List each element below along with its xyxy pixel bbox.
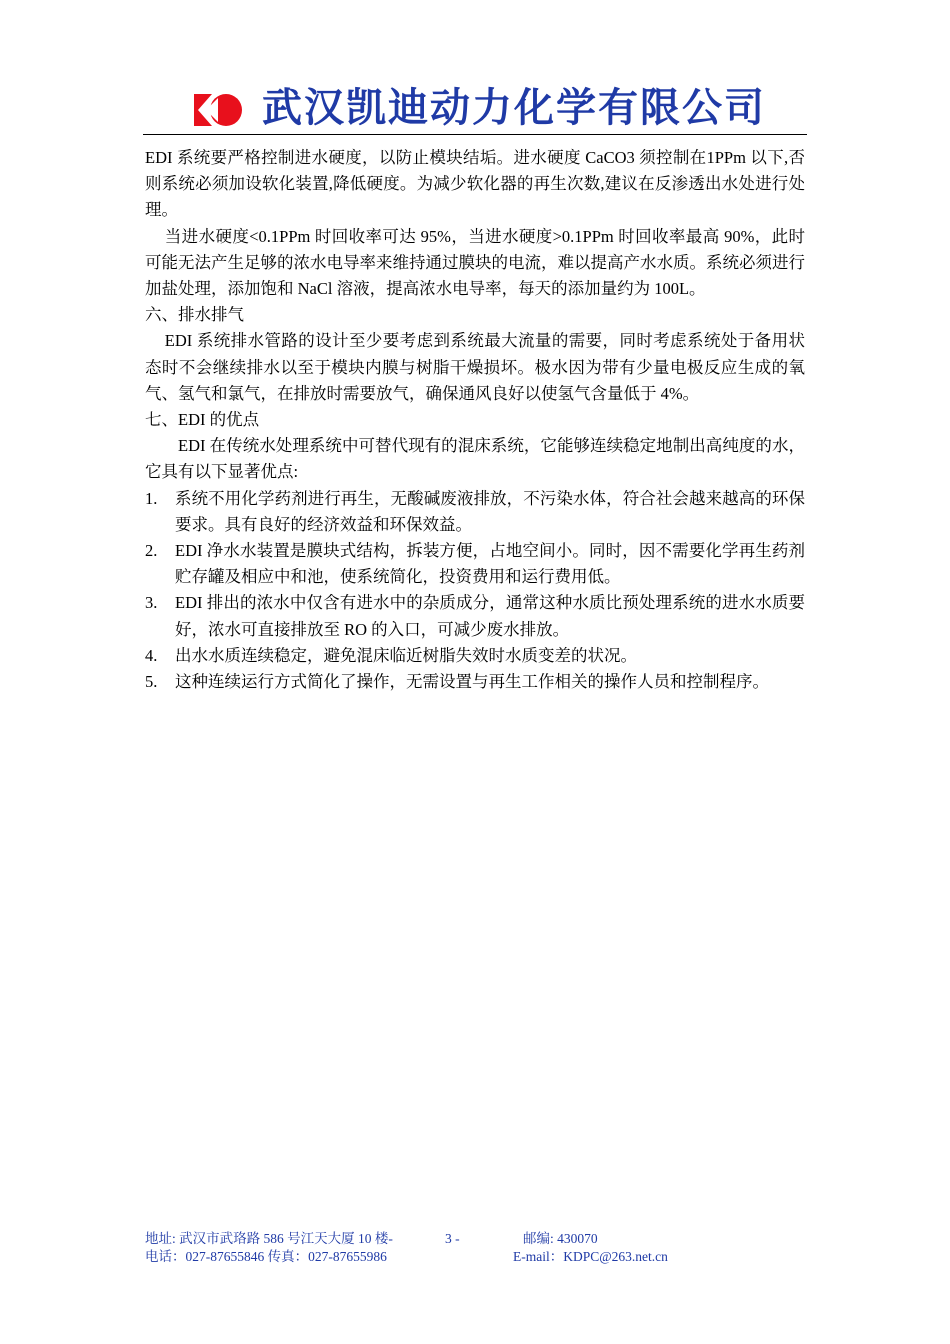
page-footer bbox=[145, 1230, 805, 1266]
company-name: 武汉凯迪动力化学有限公司 bbox=[262, 85, 766, 131]
advantages-list bbox=[145, 486, 805, 696]
footer-email: E-mail：KDPC@263.net.cn bbox=[513, 1249, 668, 1264]
paragraph-advantages-intro: EDI 在传统水处理系统中可替代现有的混床系统，它能够连续稳定地制出高纯度的水，它具有以下显著优点: bbox=[145, 436, 805, 482]
paragraph-hardness-control: EDI 系统要严格控制进水硬度，以防止模块结垢。进水硬度 CaCO3 须控制在1PPm 以下,否则系统必须加设软化装置,降低硬度。为减少软化器的再生次数,建议在反渗透出水处进行处理。 bbox=[145, 148, 805, 220]
list-item bbox=[145, 643, 805, 669]
section-heading-advantages: 七、EDI 的优点 bbox=[145, 410, 260, 430]
list-item bbox=[145, 590, 805, 642]
footer-address: 地址: 武汉市武珞路 586 号江天大厦 10 楼- bbox=[145, 1231, 393, 1246]
list-item-number: 3. bbox=[145, 593, 158, 613]
list-item bbox=[145, 538, 805, 590]
list-item bbox=[145, 669, 805, 695]
list-item-text: EDI 排出的浓水中仅含有进水中的杂质成分，通常这种水质比预处理系统的进水水质要好，浓水可直接排放至 RO 的入口，可减少废水排放。 bbox=[175, 593, 805, 639]
paragraph-drainage: EDI 系统排水管路的设计至少要考虑到系统最大流量的需要，同时考虑系统处于备用状态时不会继续排水以至于模块内膜与树脂干燥损坏。极水因为带有少量电极反应生成的氧气、氢气和氯气，在排放时需要放气，确保通风良好以使氢气含量低于 4%。 bbox=[145, 331, 805, 403]
footer-postcode: 邮编: 430070 bbox=[523, 1231, 598, 1246]
list-item-text: 系统不用化学药剂进行再生，无酸碱废液排放，不污染水体，符合社会越来越高的环保要求。具有良好的经济效益和环保效益。 bbox=[175, 488, 805, 534]
list-item-number: 1. bbox=[145, 488, 158, 508]
list-item-number: 5. bbox=[145, 672, 158, 692]
list-item-text: EDI 净水水装置是膜块式结构，拆装方便，占地空间小。同时，因不需要化学再生药剂贮存罐及相应中和池，使系统简化，投资费用和运行费用低。 bbox=[175, 541, 805, 587]
header-divider bbox=[143, 134, 807, 135]
list-item-text: 出水水质连续稳定，避免混床临近树脂失效时水质变差的状况。 bbox=[175, 645, 637, 665]
company-logo-icon bbox=[190, 90, 246, 130]
list-item-number: 2. bbox=[145, 541, 158, 561]
list-item bbox=[145, 486, 805, 538]
section-heading-drainage: 六、排水排气 bbox=[145, 305, 244, 325]
page-number: 3 - bbox=[445, 1231, 460, 1246]
document-body bbox=[145, 145, 805, 695]
list-item-text: 这种连续运行方式简化了操作，无需设置与再生工作相关的操作人员和控制程序。 bbox=[175, 672, 769, 692]
paragraph-recovery-rate: 当进水硬度<0.1PPm 时回收率可达 95%，当进水硬度>0.1PPm 时回收率最高 90%，此时可能无法产生足够的浓水电导率来维持通过膜块的电流，难以提高产水水质。系统必须进行加盐处理，添加饱和 NaCl 溶液，提高浓水电导率，每天的添加量约为 100L。 bbox=[145, 226, 805, 299]
footer-phone-fax: 电话：027-87655846 传真：027-87655986 bbox=[145, 1249, 387, 1264]
list-item-number: 4. bbox=[145, 645, 158, 665]
letterhead bbox=[150, 82, 810, 134]
